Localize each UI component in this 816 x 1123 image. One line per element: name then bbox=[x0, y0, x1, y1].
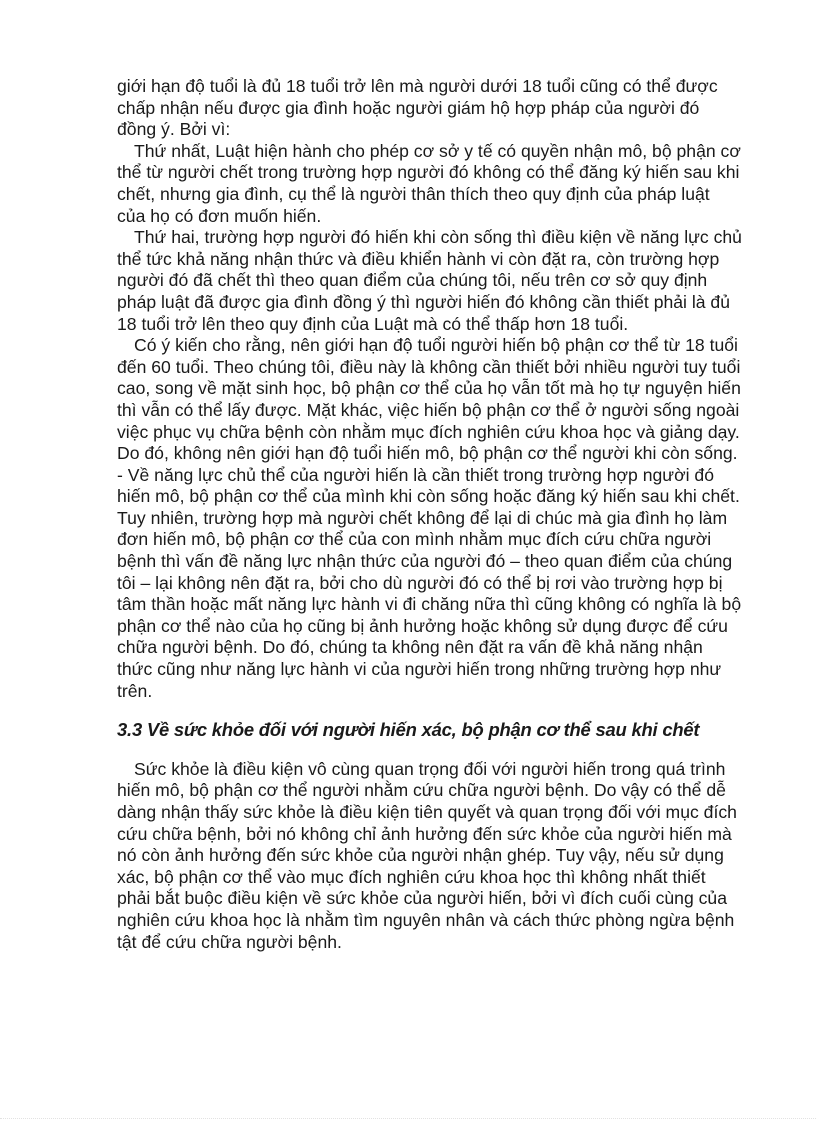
section-heading: 3.3 Về sức khỏe đối với người hiến xác, bộ phận cơ thể sau khi chết bbox=[117, 719, 700, 741]
page-bottom-divider bbox=[0, 1118, 816, 1119]
paragraph-first-reason: Thứ nhất, Luật hiện hành cho phép cơ sở y tế có quyền nhận mô, bộ phận cơ thể từ người chết trong trường hợp người đó không có thể đăng ký hiến sau khi chết, nhưng gia đình, cụ thể là người thân thích theo quy định của pháp luật của họ có đơn muốn hiến. bbox=[117, 140, 741, 226]
paragraph-age-range-opinion: Có ý kiến cho rằng, nên giới hạn độ tuổi người hiến bộ phận cơ thể từ 18 tuổi đến 60 tuổi. Theo chúng tôi, điều này là không cần thiết bởi nhiều người tuy tuổi cao, song về mặt sinh học, bộ phận cơ thể của họ vẫn tốt mà họ tự nguyện hiến thì vẫn có thể lấy được. Mặt khác, việc hiến bộ phận cơ thể ở người sống ngoài việc phục vụ chữa bệnh còn nhằm mục đích nghiên cứu khoa học và giảng dạy. Do đó, không nên giới hạn độ tuổi hiến mô, bộ phận cơ thể người khi còn sống. bbox=[117, 335, 741, 464]
paragraph-legal-capacity: - Về năng lực chủ thể của người hiến là cần thiết trong trường hợp người đó hiến mô, bộ phận cơ thể của mình khi còn sống hoặc đăng ký hiến sau khi chết. Tuy nhiên, trường hợp mà người chết không để lại di chúc mà gia đình họ làm đơn hiến mô, bộ phận cơ thể của con mình nhằm mục đích cứu chữa người bệnh thì vấn đề năng lực nhận thức của người đó – theo quan điểm của chúng tôi – lại không nên đặt ra, bởi cho dù người đó có thể bị rơi vào trường hợp bị tâm thần hoặc mất năng lực hành vi đi chăng nữa thì cũng không có nghĩa là bộ phận cơ thể nào của họ cũng bị ảnh hưởng hoặc không sử dụng được để cứu chữa người bệnh. Do đó, chúng ta không nên đặt ra vấn đề khả năng nhận thức cũng như năng lực hành vi của người hiến trong những trường hợp như trên. bbox=[117, 464, 742, 701]
paragraph-health-condition: Sức khỏe là điều kiện vô cùng quan trọng đối với người hiến trong quá trình hiến mô, bộ phận cơ thể người nhằm cứu chữa người bệnh. Do vậy có thể dễ dàng nhận thấy sức khỏe là điều kiện tiên quyết và quan trọng đối với mục đích cứu chữa bệnh, bởi nó không chỉ ảnh hưởng đến sức khỏe của người hiến mà nó còn ảnh hưởng đến sức khỏe của người nhận ghép. Tuy vậy, nếu sử dụng xác, bộ phận cơ thể vào mục đích nghiên cứu khoa học thì không nhất thiết phải bắt buộc điều kiện về sức khỏe của người hiến, bởi vì đích cuối cùng của nghiên cứu khoa học là nhằm tìm nguyên nhân và cách thức phòng ngừa bệnh tật để cứu chữa người bệnh. bbox=[117, 758, 737, 952]
paragraph-second-reason: Thứ hai, trường hợp người đó hiến khi còn sống thì điều kiện về năng lực chủ thể tức khả năng nhận thức và điều khiển hành vi còn đặt ra, còn trường hợp người đó đã chết thì theo quan điểm của chúng tôi, nếu trên cơ sở quy định pháp luật đã được gia đình đồng ý thì người hiến đó không cần thiết phải là đủ 18 tuổi trở lên theo quy định của Luật mà có thể thấp hơn 18 tuổi. bbox=[117, 227, 742, 334]
paragraph-age-limit: giới hạn độ tuổi là đủ 18 tuổi trở lên mà người dưới 18 tuổi cũng có thể được chấp nhận nếu được gia đình hoặc người giám hộ hợp pháp của người đó đồng ý. Bởi vì: bbox=[117, 76, 718, 140]
document-body bbox=[117, 76, 742, 953]
